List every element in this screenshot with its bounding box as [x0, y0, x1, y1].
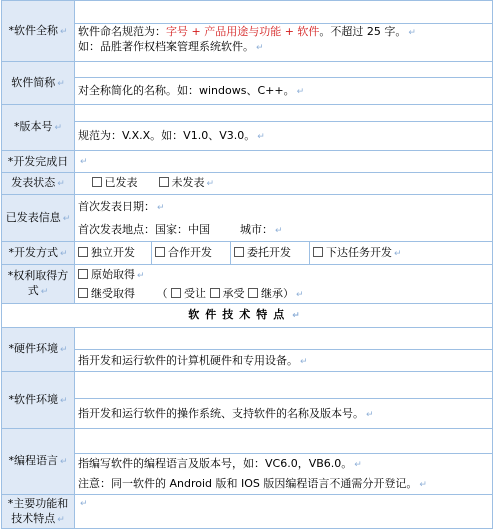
first-publish-date[interactable]: 首次发表日期： ↵: [78, 200, 165, 213]
hardware-input-line[interactable]: [75, 328, 492, 350]
checkbox-unpublished[interactable]: 未发表: [159, 175, 205, 190]
language-note: 注意：同一软件的 Android 版和 IOS 版因编程语言不通需分开登记。 ↵: [78, 477, 427, 490]
row-section-title: [2, 304, 493, 328]
field-software[interactable]: [75, 372, 493, 429]
short-name-desc: 对全称简化的名称。如：windows、C++。 ↵: [78, 84, 305, 97]
checkbox-transfer[interactable]: 受让: [171, 284, 206, 303]
field-version[interactable]: [75, 105, 493, 151]
label-main-features: *主要功能和技术特点 ↵: [2, 495, 75, 529]
label-publish-status: 发表状态 ↵: [2, 173, 75, 195]
label-publish-info: 已发表信息 ↵: [2, 195, 75, 242]
label-rights-mode: *权利取得方式 ↵: [2, 265, 75, 304]
label-hardware: *硬件环境 ↵: [2, 328, 75, 372]
software-desc: 指开发和运行软件的操作系统、支持软件的名称及版本号。 ↵: [78, 407, 374, 420]
language-input-line[interactable]: [75, 429, 492, 454]
label-version: *版本号 ↵: [2, 105, 75, 151]
version-input-line[interactable]: [75, 106, 492, 122]
checkbox-cooperative-dev[interactable]: 合作开发: [152, 242, 231, 264]
row-full-name: [2, 1, 493, 62]
language-desc: 指编写软件的编程语言及版本号，如：VC6.0，VB6.0。 ↵: [78, 457, 362, 470]
row-short-name: [2, 62, 493, 105]
checkbox-assigned-task-dev[interactable]: 下达任务开发 ↵: [310, 242, 492, 264]
checkbox-succession-undertake[interactable]: 承受: [210, 284, 245, 303]
full-name-input-line[interactable]: [75, 8, 492, 24]
row-completion-date: [2, 151, 493, 173]
field-hardware[interactable]: [75, 328, 493, 372]
field-main-features[interactable]: ↵: [75, 495, 493, 529]
full-name-rule: 软件命名规范为：字号 + 产品用途与功能 + 软件。不超过 25 字。 ↵: [78, 25, 416, 38]
label-software: *软件环境 ↵: [2, 372, 75, 429]
version-desc: 规范为：V.X.X。如：V1.0、V3.0。 ↵: [78, 128, 265, 142]
field-short-name[interactable]: [75, 62, 493, 105]
label-short-name: 软件简称 ↵: [2, 62, 75, 105]
row-dev-mode: [2, 242, 493, 265]
checkbox-inheritance[interactable]: 继承: [248, 284, 283, 303]
checkbox-published[interactable]: 已发表: [92, 175, 138, 190]
field-language[interactable]: [75, 429, 493, 495]
field-full-name[interactable]: [75, 1, 493, 62]
hardware-desc: 指开发和运行软件的计算机硬件和专用设备。 ↵: [78, 354, 308, 367]
label-completion-date: *开发完成日: [2, 151, 75, 173]
field-completion-date[interactable]: ↵: [75, 151, 493, 173]
inherited-acquisition-line: 继受取得 （ 受让 承受 继承） ↵: [78, 284, 489, 303]
row-version: [2, 105, 493, 151]
field-rights-mode: [75, 265, 493, 304]
checkbox-icon[interactable]: [159, 177, 169, 187]
section-title-tech-features: 软件技术特点 ↵: [2, 304, 493, 328]
label-dev-mode: *开发方式 ↵: [2, 242, 75, 265]
software-input-line[interactable]: [75, 372, 492, 399]
row-publish-info: [2, 195, 493, 242]
row-publish-status: [2, 173, 493, 195]
checkbox-original-acquisition[interactable]: 原始取得 ↵: [78, 265, 489, 284]
full-name-example: 如：品胜著作权档案管理系统软件。 ↵: [78, 40, 264, 53]
label-language: *编程语言 ↵: [2, 429, 75, 495]
row-software: [2, 372, 493, 429]
label-full-name: *软件全称 ↵: [2, 1, 75, 62]
first-publish-place[interactable]: 首次发表地点：国家：中国 城市： ↵: [78, 223, 283, 236]
checkbox-commissioned-dev[interactable]: 委托开发: [231, 242, 310, 264]
checkbox-inherited-acquisition[interactable]: 继受取得: [78, 284, 135, 303]
field-dev-mode: [75, 242, 493, 265]
row-language: [2, 429, 493, 495]
field-publish-info[interactable]: [75, 195, 493, 242]
checkbox-independent-dev[interactable]: 独立开发: [75, 242, 152, 264]
software-registration-form: [1, 0, 493, 529]
field-publish-status: 已发表 未发表 ↵: [75, 173, 493, 195]
return-mark-icon: ↵: [59, 26, 68, 37]
row-rights-mode: [2, 265, 493, 304]
row-hardware: [2, 328, 493, 372]
naming-rule-highlight: 字号 + 产品用途与功能 + 软件: [166, 25, 320, 38]
checkbox-icon[interactable]: [92, 177, 102, 187]
short-name-input-line[interactable]: [75, 62, 492, 78]
